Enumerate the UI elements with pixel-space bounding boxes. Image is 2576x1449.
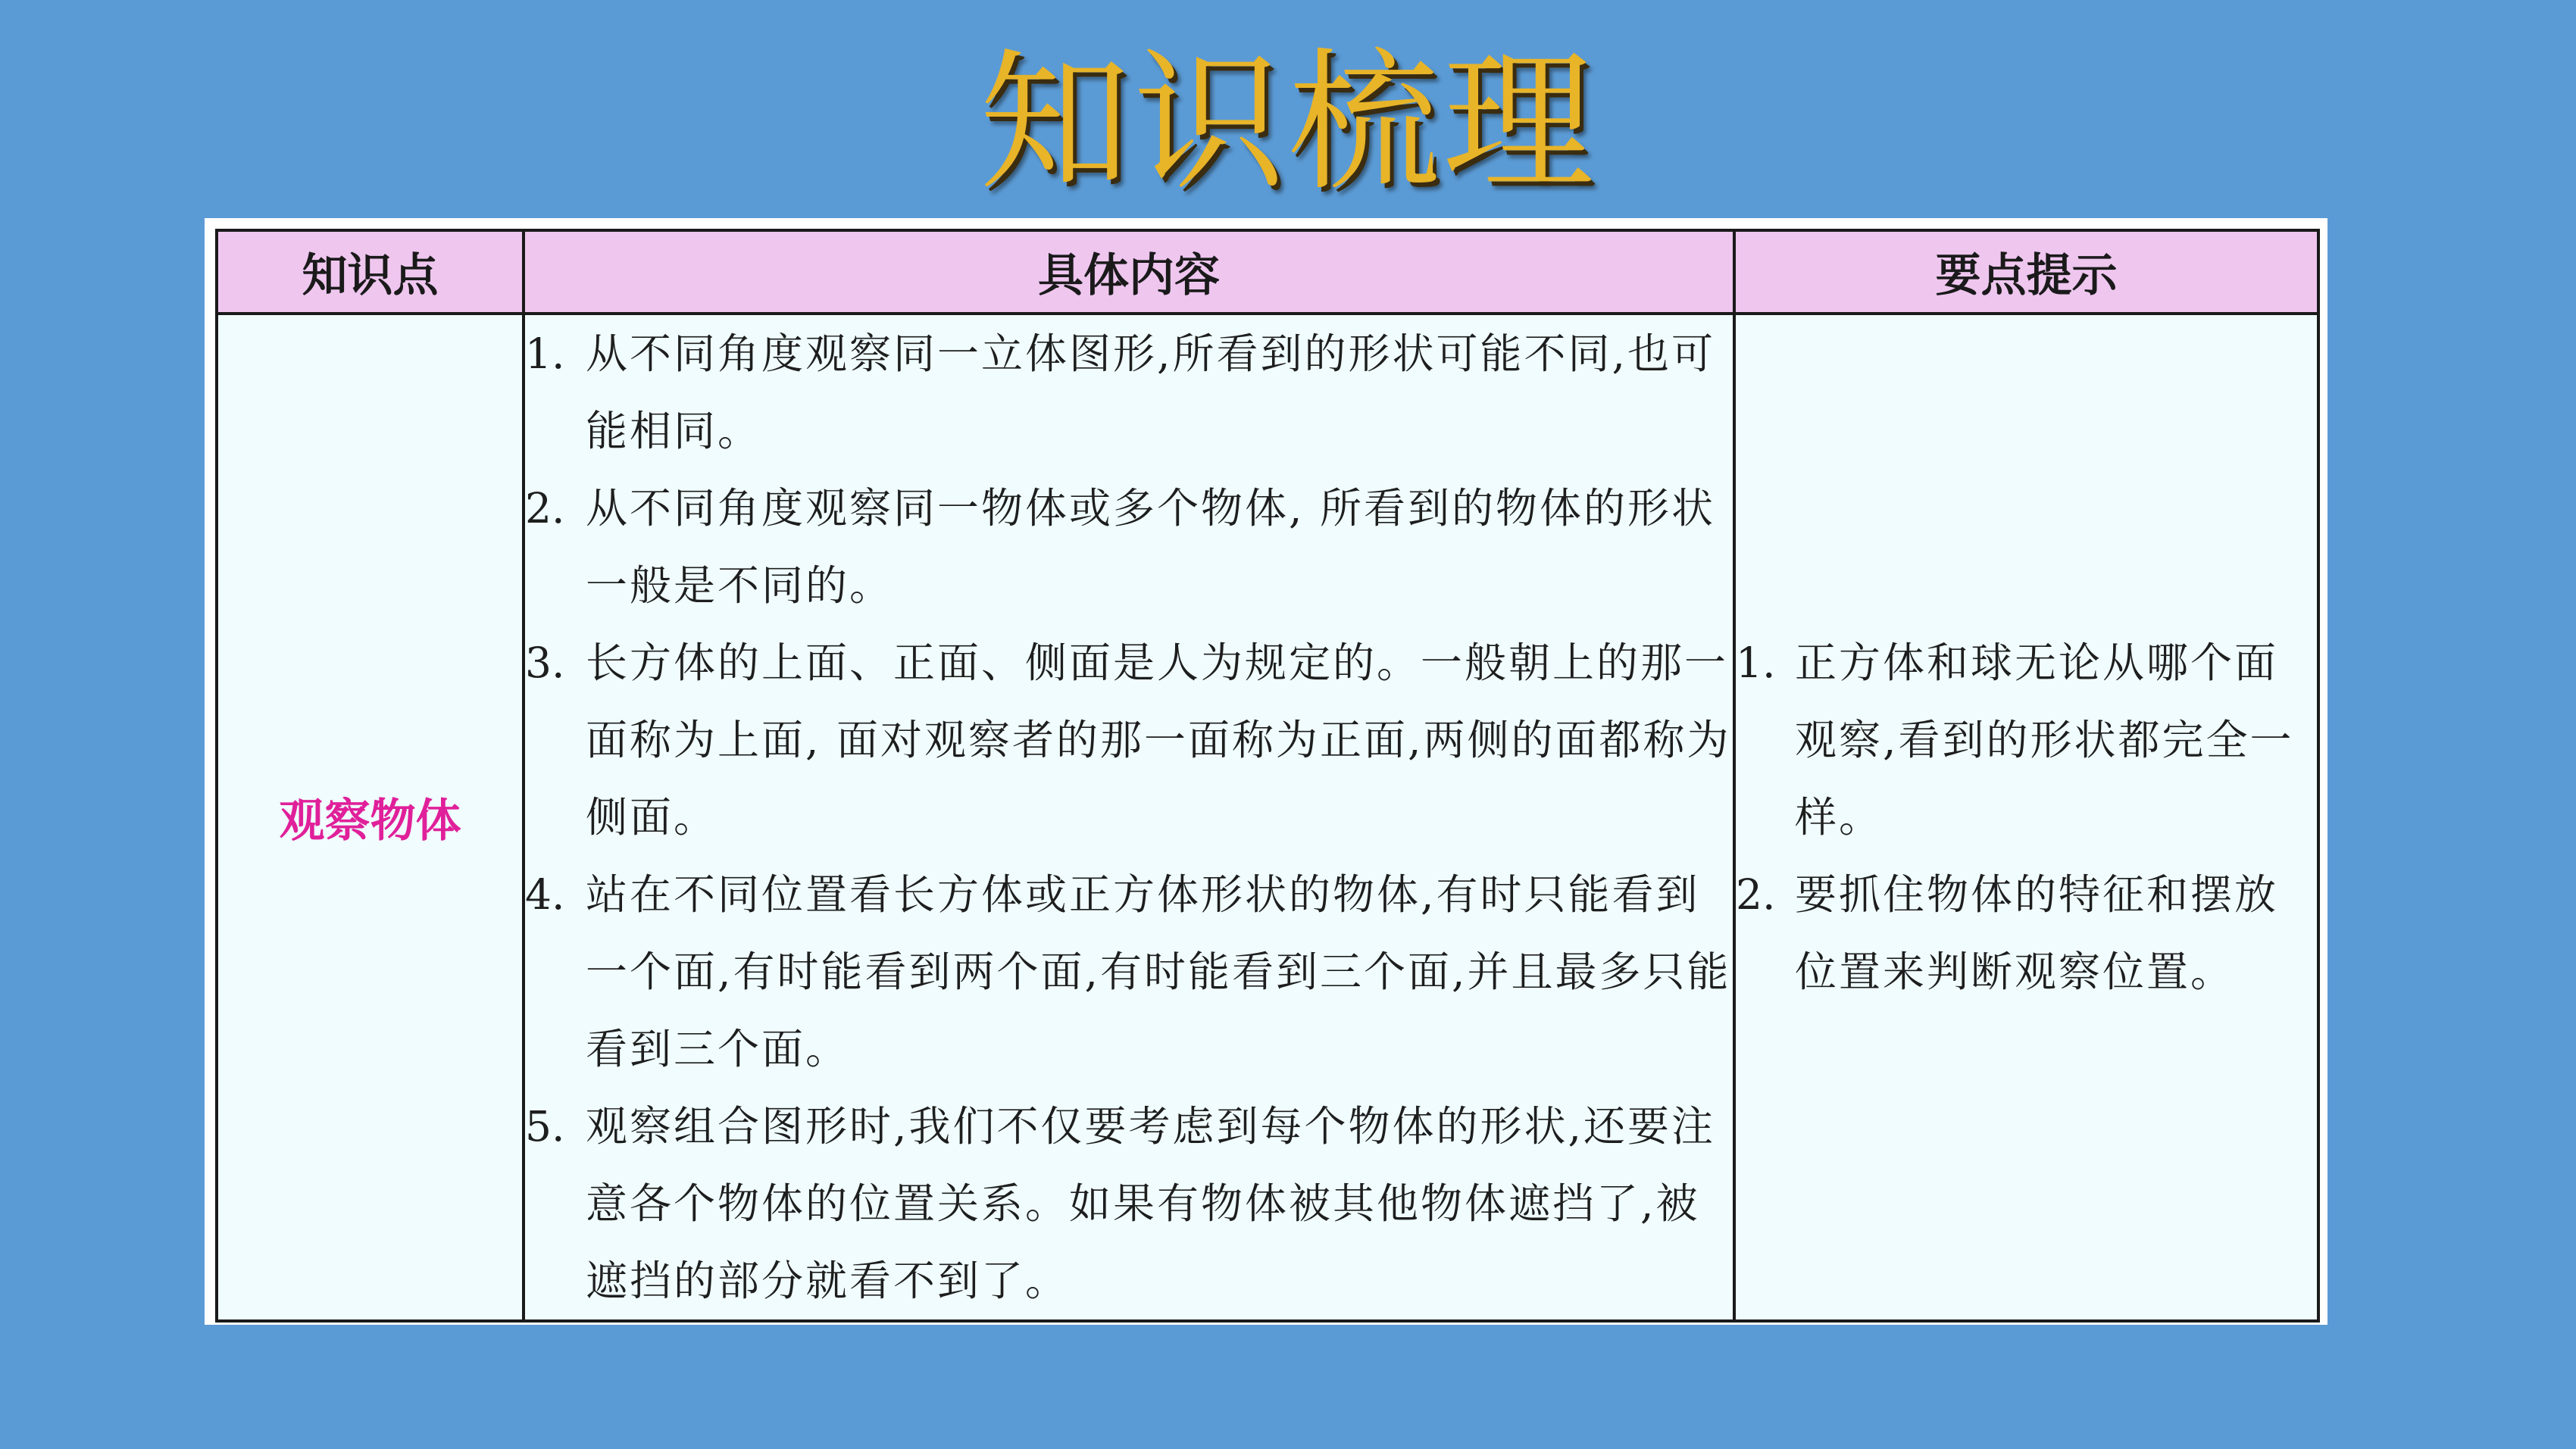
content-item — [525, 470, 1733, 624]
content-cell — [524, 314, 1734, 1321]
knowledge-point-cell: 观察物体 — [217, 314, 524, 1321]
tips-list — [1736, 624, 2317, 1010]
header-specific-content: 具体内容 — [524, 230, 1734, 314]
header-key-tips: 要点提示 — [1734, 230, 2318, 314]
item-number: 3. — [525, 639, 565, 687]
item-number: 2. — [1736, 870, 1776, 919]
item-text: 正方体和球无论从哪个面观察,看到的形状都完全一样。 — [1795, 639, 2294, 842]
content-list — [525, 315, 1733, 1319]
item-number: 5. — [525, 1102, 565, 1151]
item-text: 要抓住物体的特征和摆放位置来判断观察位置。 — [1795, 870, 2279, 996]
item-text: 从不同角度观察同一物体或多个物体, 所看到的物体的形状一般是不同的。 — [586, 484, 1715, 610]
tip-item — [1736, 624, 2317, 856]
content-item — [525, 624, 1733, 856]
item-text: 站在不同位置看长方体或正方体形状的物体,有时只能看到一个面,有时能看到两个面,有时能看到三个面,并且最多只能看到三个面。 — [586, 870, 1731, 1073]
knowledge-table — [215, 229, 2320, 1323]
item-text: 长方体的上面、正面、侧面是人为规定的。一般朝上的那一面称为上面, 面对观察者的那一面称为正面,两侧的面都称为侧面。 — [586, 639, 1731, 842]
tips-cell — [1734, 314, 2318, 1321]
header-knowledge-point: 知识点 — [217, 230, 524, 314]
table-row — [217, 314, 2318, 1321]
table-frame — [205, 218, 2327, 1325]
table-header-row — [217, 230, 2318, 314]
item-text: 观察组合图形时,我们不仅要考虑到每个物体的形状,还要注意各个物体的位置关系。如果有物体被其他物体遮挡了,被遮挡的部分就看不到了。 — [586, 1102, 1715, 1305]
tip-item — [1736, 856, 2317, 1010]
content-item — [525, 856, 1733, 1088]
item-number: 4. — [525, 870, 565, 919]
item-number: 1. — [525, 329, 565, 378]
item-number: 1. — [1736, 639, 1776, 687]
content-item — [525, 315, 1733, 470]
content-item — [525, 1088, 1733, 1319]
item-number: 2. — [525, 484, 565, 532]
item-text: 从不同角度观察同一立体图形,所看到的形状可能不同,也可能相同。 — [586, 329, 1715, 455]
slide-title: 知识梳理 — [978, 35, 1597, 211]
